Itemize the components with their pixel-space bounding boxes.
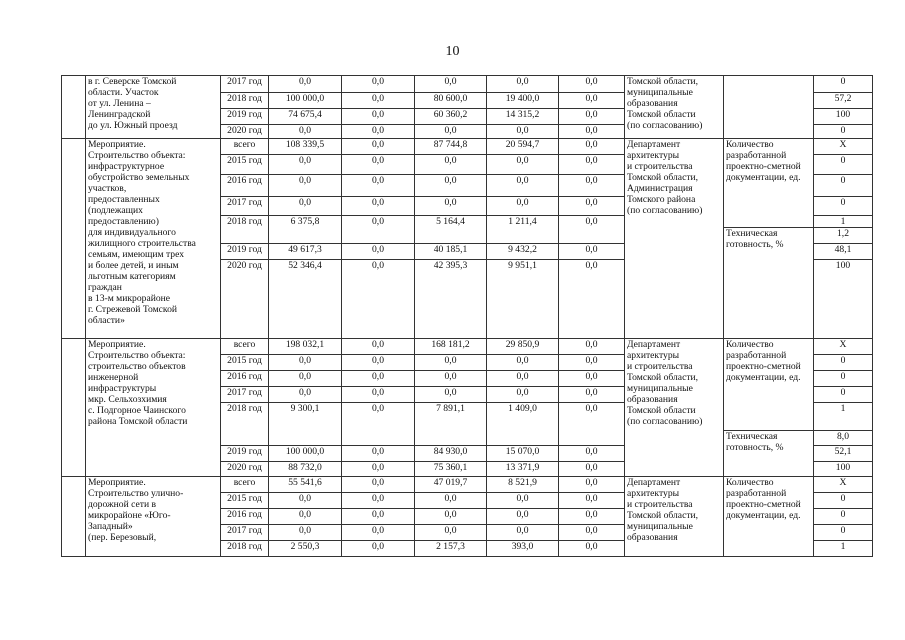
amount-cell-5: 0,0 — [559, 541, 625, 557]
year-cell: 2020 год — [221, 125, 269, 139]
amount-cell-5: 0,0 — [559, 477, 625, 493]
amount-cell-5: 0,0 — [559, 493, 625, 509]
year-cell: 2019 год — [221, 446, 269, 462]
amount-cell-1: 74 675,4 — [269, 109, 342, 125]
amount-cell-4: 15 070,0 — [487, 446, 559, 462]
year-cell: 2018 год — [221, 403, 269, 446]
amount-cell-3: 168 181,2 — [415, 339, 487, 355]
indicator-cell — [724, 76, 814, 139]
amount-cell-5: 0,0 — [559, 244, 625, 260]
amount-cell-3: 0,0 — [415, 76, 487, 93]
amount-cell-1: 198 032,1 — [269, 339, 342, 355]
indicator-value: 100 — [814, 109, 873, 125]
row-number-cell — [62, 477, 86, 557]
year-cell: всего — [221, 477, 269, 493]
amount-cell-3: 2 157,3 — [415, 541, 487, 557]
table-row — [62, 139, 873, 155]
amount-cell-1: 0,0 — [269, 493, 342, 509]
indicator-value: 1 — [814, 541, 873, 557]
year-cell: 2020 год — [221, 260, 269, 339]
amount-cell-4: 20 594,7 — [487, 139, 559, 155]
amount-cell-2: 0,0 — [342, 446, 415, 462]
amount-cell-3: 0,0 — [415, 525, 487, 541]
amount-cell-1: 0,0 — [269, 387, 342, 403]
indicator-technical-readiness: Техническая готовность, % — [724, 431, 814, 477]
indicator-value: 100 — [814, 462, 873, 477]
row-number-cell — [62, 339, 86, 477]
amount-cell-3: 0,0 — [415, 509, 487, 525]
year-cell: 2019 год — [221, 109, 269, 125]
year-cell: 2018 год — [221, 216, 269, 244]
amount-cell-5: 0,0 — [559, 93, 625, 109]
measure-description: в г. Северске Томской области. Участок от ул. Ленина – Ленинградской до ул. Южный проезд — [86, 76, 221, 139]
indicator-value: X — [814, 339, 873, 355]
amount-cell-1: 0,0 — [269, 125, 342, 139]
amount-cell-4: 0,0 — [487, 525, 559, 541]
responsible-org: Департамент архитектуры и строительства Томской области, муниципальные образования Томской области (по согласованию) — [625, 339, 724, 477]
amount-cell-3: 0,0 — [415, 197, 487, 216]
measure-description: Мероприятие. Строительство объекта: инфраструктурное обустройство земельных участков, предоставленных (подлежащих предоставлению) для индивидуального жилищного строительства семьям, имеющим трех и более детей, и иным льготным категориям граждан в 13-м микрорайоне г. Стрежевой Томской области» — [86, 139, 221, 339]
amount-cell-1: 0,0 — [269, 509, 342, 525]
measure-description: Мероприятие. Строительство объекта: строительство объектов инженерной инфраструктуры мкр. Сельхозхимия с. Подгорное Чаинского района Томской области — [86, 339, 221, 477]
amount-cell-4: 0,0 — [487, 155, 559, 175]
amount-cell-1: 9 300,1 — [269, 403, 342, 446]
year-cell: 2015 год — [221, 493, 269, 509]
year-cell: 2015 год — [221, 355, 269, 371]
amount-cell-2: 0,0 — [342, 541, 415, 557]
amount-cell-4: 0,0 — [487, 125, 559, 139]
amount-cell-5: 0,0 — [559, 371, 625, 387]
amount-cell-2: 0,0 — [342, 76, 415, 93]
amount-cell-5: 0,0 — [559, 387, 625, 403]
amount-cell-1: 0,0 — [269, 355, 342, 371]
amount-cell-4: 0,0 — [487, 355, 559, 371]
indicator-design-docs: Количество разработанной проектно-сметной документации, ед. — [724, 139, 814, 228]
indicator-value: 1,2 — [814, 228, 873, 244]
responsible-org: Департамент архитектуры и строительства Томской области, муниципальные образования — [625, 477, 724, 557]
amount-cell-3: 5 164,4 — [415, 216, 487, 244]
amount-cell-5: 0,0 — [559, 462, 625, 477]
amount-cell-1: 6 375,8 — [269, 216, 342, 244]
amount-cell-1: 0,0 — [269, 175, 342, 197]
amount-cell-4: 14 315,2 — [487, 109, 559, 125]
amount-cell-4: 8 521,9 — [487, 477, 559, 493]
indicator-value: 0 — [814, 387, 873, 403]
indicator-value: X — [814, 139, 873, 155]
amount-cell-1: 0,0 — [269, 525, 342, 541]
row-number-cell — [62, 139, 86, 339]
amount-cell-1: 2 550,3 — [269, 541, 342, 557]
year-cell: 2015 год — [221, 155, 269, 175]
amount-cell-2: 0,0 — [342, 260, 415, 339]
amount-cell-5: 0,0 — [559, 403, 625, 446]
amount-cell-5: 0,0 — [559, 155, 625, 175]
amount-cell-3: 0,0 — [415, 371, 487, 387]
amount-cell-5: 0,0 — [559, 355, 625, 371]
indicator-value: 0 — [814, 155, 873, 175]
amount-cell-2: 0,0 — [342, 109, 415, 125]
amount-cell-2: 0,0 — [342, 355, 415, 371]
amount-cell-5: 0,0 — [559, 125, 625, 139]
amount-cell-1: 0,0 — [269, 371, 342, 387]
program-table — [61, 75, 873, 557]
amount-cell-4: 1 409,0 — [487, 403, 559, 446]
amount-cell-4: 0,0 — [487, 509, 559, 525]
indicator-value: 0 — [814, 371, 873, 387]
amount-cell-3: 75 360,1 — [415, 462, 487, 477]
amount-cell-3: 87 744,8 — [415, 139, 487, 155]
amount-cell-3: 0,0 — [415, 125, 487, 139]
indicator-value: 8,0 — [814, 431, 873, 446]
amount-cell-3: 47 019,7 — [415, 477, 487, 493]
amount-cell-5: 0,0 — [559, 216, 625, 244]
amount-cell-3: 0,0 — [415, 175, 487, 197]
amount-cell-1: 108 339,5 — [269, 139, 342, 155]
amount-cell-2: 0,0 — [342, 244, 415, 260]
amount-cell-2: 0,0 — [342, 525, 415, 541]
amount-cell-2: 0,0 — [342, 197, 415, 216]
indicator-value: 0 — [814, 493, 873, 509]
table-row — [62, 76, 873, 93]
amount-cell-4: 1 211,4 — [487, 216, 559, 244]
indicator-design-docs: Количество разработанной проектно-сметной документации, ед. — [724, 477, 814, 557]
year-cell: 2019 год — [221, 244, 269, 260]
amount-cell-5: 0,0 — [559, 525, 625, 541]
year-cell: 2016 год — [221, 509, 269, 525]
row-number-cell — [62, 76, 86, 139]
amount-cell-4: 0,0 — [487, 371, 559, 387]
year-cell: 2016 год — [221, 175, 269, 197]
amount-cell-3: 42 395,3 — [415, 260, 487, 339]
amount-cell-2: 0,0 — [342, 509, 415, 525]
amount-cell-4: 0,0 — [487, 175, 559, 197]
table-row — [62, 477, 873, 493]
measure-description: Мероприятие. Строительство улично- дорожной сети в микрорайоне «Юго- Западный» (пер. Березовый, — [86, 477, 221, 557]
year-cell: 2017 год — [221, 525, 269, 541]
amount-cell-2: 0,0 — [342, 155, 415, 175]
amount-cell-3: 0,0 — [415, 155, 487, 175]
amount-cell-5: 0,0 — [559, 339, 625, 355]
amount-cell-5: 0,0 — [559, 260, 625, 339]
amount-cell-3: 0,0 — [415, 493, 487, 509]
amount-cell-5: 0,0 — [559, 509, 625, 525]
amount-cell-4: 29 850,9 — [487, 339, 559, 355]
indicator-value: X — [814, 477, 873, 493]
amount-cell-1: 0,0 — [269, 197, 342, 216]
amount-cell-4: 0,0 — [487, 387, 559, 403]
indicator-value: 1 — [814, 216, 873, 228]
indicator-value: 0 — [814, 525, 873, 541]
amount-cell-4: 9 951,1 — [487, 260, 559, 339]
amount-cell-3: 84 930,0 — [415, 446, 487, 462]
indicator-value: 57,2 — [814, 93, 873, 109]
amount-cell-1: 49 617,3 — [269, 244, 342, 260]
amount-cell-4: 13 371,9 — [487, 462, 559, 477]
amount-cell-3: 80 600,0 — [415, 93, 487, 109]
amount-cell-5: 0,0 — [559, 76, 625, 93]
amount-cell-2: 0,0 — [342, 371, 415, 387]
indicator-design-docs: Количество разработанной проектно-сметной документации, ед. — [724, 339, 814, 431]
indicator-value: 1 — [814, 403, 873, 431]
indicator-value: 52,1 — [814, 446, 873, 462]
amount-cell-4: 0,0 — [487, 76, 559, 93]
amount-cell-4: 19 400,0 — [487, 93, 559, 109]
year-cell: всего — [221, 339, 269, 355]
amount-cell-2: 0,0 — [342, 139, 415, 155]
year-cell: 2016 год — [221, 371, 269, 387]
amount-cell-4: 393,0 — [487, 541, 559, 557]
indicator-value: 0 — [814, 76, 873, 93]
indicator-value: 0 — [814, 175, 873, 197]
year-cell: всего — [221, 139, 269, 155]
amount-cell-1: 0,0 — [269, 155, 342, 175]
year-cell: 2018 год — [221, 93, 269, 109]
amount-cell-3: 40 185,1 — [415, 244, 487, 260]
indicator-technical-readiness: Техническая готовность, % — [724, 228, 814, 339]
amount-cell-4: 9 432,2 — [487, 244, 559, 260]
amount-cell-1: 100 000,0 — [269, 446, 342, 462]
amount-cell-2: 0,0 — [342, 477, 415, 493]
amount-cell-3: 0,0 — [415, 355, 487, 371]
amount-cell-2: 0,0 — [342, 339, 415, 355]
year-cell: 2017 год — [221, 387, 269, 403]
responsible-org: Томской области, муниципальные образования Томской области (по согласованию) — [625, 76, 724, 139]
amount-cell-2: 0,0 — [342, 175, 415, 197]
responsible-org: Департамент архитектуры и строительства Томской области, Администрация Томского района (по согласованию) — [625, 139, 724, 339]
amount-cell-1: 100 000,0 — [269, 93, 342, 109]
amount-cell-2: 0,0 — [342, 403, 415, 446]
amount-cell-3: 60 360,2 — [415, 109, 487, 125]
indicator-value: 0 — [814, 197, 873, 216]
indicator-value: 0 — [814, 509, 873, 525]
amount-cell-2: 0,0 — [342, 125, 415, 139]
amount-cell-1: 52 346,4 — [269, 260, 342, 339]
page-number: 10 — [445, 44, 460, 59]
amount-cell-1: 55 541,6 — [269, 477, 342, 493]
indicator-value: 0 — [814, 125, 873, 139]
amount-cell-5: 0,0 — [559, 446, 625, 462]
amount-cell-2: 0,0 — [342, 493, 415, 509]
year-cell: 2017 год — [221, 76, 269, 93]
amount-cell-5: 0,0 — [559, 175, 625, 197]
amount-cell-2: 0,0 — [342, 462, 415, 477]
year-cell: 2020 год — [221, 462, 269, 477]
amount-cell-3: 0,0 — [415, 387, 487, 403]
indicator-value: 0 — [814, 355, 873, 371]
amount-cell-2: 0,0 — [342, 216, 415, 244]
amount-cell-2: 0,0 — [342, 387, 415, 403]
indicator-value: 100 — [814, 260, 873, 339]
amount-cell-3: 7 891,1 — [415, 403, 487, 446]
amount-cell-4: 0,0 — [487, 197, 559, 216]
amount-cell-5: 0,0 — [559, 197, 625, 216]
year-cell: 2018 год — [221, 541, 269, 557]
amount-cell-4: 0,0 — [487, 493, 559, 509]
amount-cell-2: 0,0 — [342, 93, 415, 109]
indicator-value: 48,1 — [814, 244, 873, 260]
amount-cell-5: 0,0 — [559, 139, 625, 155]
year-cell: 2017 год — [221, 197, 269, 216]
table-row — [62, 339, 873, 355]
amount-cell-1: 0,0 — [269, 76, 342, 93]
amount-cell-5: 0,0 — [559, 109, 625, 125]
amount-cell-1: 88 732,0 — [269, 462, 342, 477]
